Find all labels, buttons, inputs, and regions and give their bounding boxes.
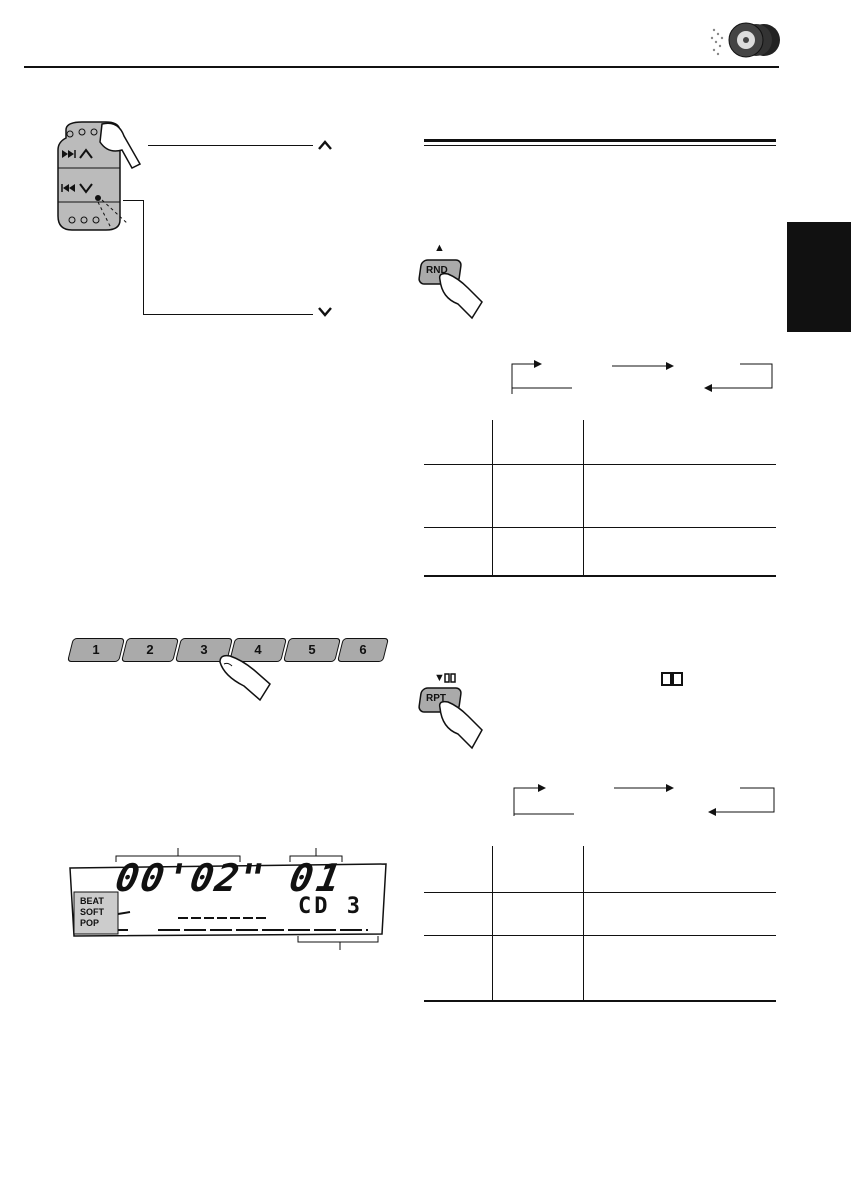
dolby-style-icon	[660, 672, 684, 686]
leader-line-down	[143, 314, 313, 315]
repeat-mode-table	[424, 846, 776, 1002]
random-button-label: RND	[426, 265, 448, 276]
leader-line-down-stub	[123, 200, 143, 201]
lcd-track-readout: 01	[286, 856, 348, 900]
chevron-down-icon	[316, 305, 334, 319]
leader-line-up	[148, 145, 313, 146]
preset-button-label: 5	[308, 642, 316, 657]
preset-button-label: 4	[254, 642, 262, 657]
sound-mode-soft: SOFT	[80, 907, 104, 917]
chevron-up-icon	[316, 138, 334, 152]
sound-mode-pop: POP	[80, 918, 100, 928]
preset-button-label: 3	[200, 642, 208, 657]
preset-button-label: 2	[146, 642, 154, 657]
header-rule	[24, 66, 779, 68]
repeat-button[interactable]	[418, 686, 488, 752]
table-column-divider	[492, 420, 493, 576]
table-row-divider	[424, 935, 776, 936]
preset-button-5[interactable]	[283, 638, 341, 662]
sound-mode-beat: BEAT	[80, 896, 104, 906]
section-heading-rule-thin	[424, 145, 776, 146]
preset-button-label: 1	[92, 642, 100, 657]
random-arrow-icon: ▲	[434, 242, 445, 254]
repeat-arrow-icon: ▼	[434, 672, 445, 684]
table-column-divider	[583, 420, 584, 576]
lcd-disc-readout: CD 3	[298, 894, 363, 919]
table-row-divider	[424, 464, 776, 465]
section-heading-rule-thick	[424, 139, 776, 142]
random-mode-cycle	[508, 358, 778, 398]
track-skip-buttons[interactable]	[52, 120, 152, 240]
table-row-divider	[424, 527, 776, 528]
preset-button-1[interactable]	[67, 638, 125, 662]
finger-press-icon	[214, 654, 274, 704]
table-column-divider	[492, 846, 493, 1002]
sound-mode-list	[80, 896, 116, 929]
repeat-pause-icon	[444, 673, 456, 683]
table-bottom-rule	[424, 1000, 776, 1002]
preset-button-2[interactable]	[121, 638, 179, 662]
lcd-display	[68, 844, 388, 954]
lcd-time-readout: 00'02"	[112, 856, 270, 900]
cd-changer-icon	[706, 16, 782, 64]
table-row-divider	[424, 892, 776, 893]
random-mode-table	[424, 420, 776, 576]
table-column-divider	[583, 846, 584, 1002]
random-button[interactable]	[418, 258, 488, 322]
repeat-mode-cycle	[510, 784, 780, 824]
leader-line-down-vertical	[143, 200, 144, 314]
repeat-button-label: RPT	[426, 693, 446, 704]
preset-button-label: 6	[359, 642, 367, 657]
table-bottom-rule	[424, 575, 776, 577]
section-tab	[787, 222, 851, 332]
preset-button-6[interactable]	[337, 638, 389, 662]
